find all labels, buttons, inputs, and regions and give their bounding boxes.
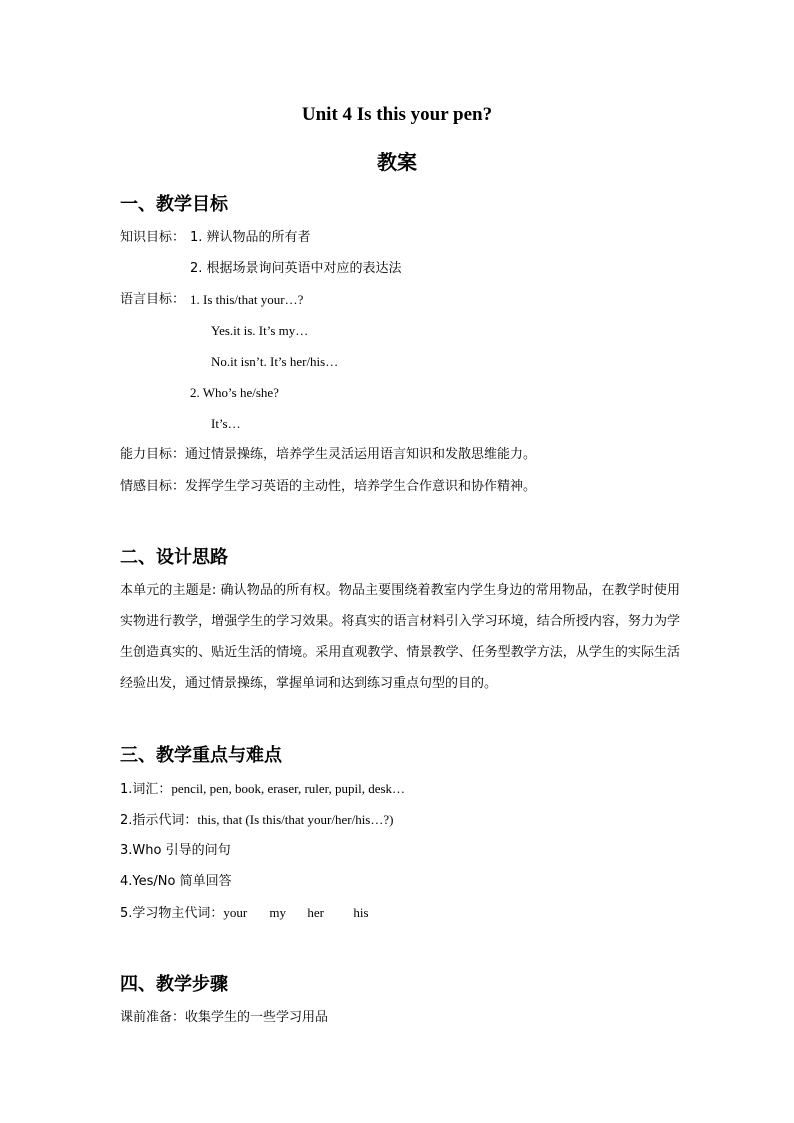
knowledge-label: 知识目标： xyxy=(120,230,186,245)
pronoun-his: his xyxy=(353,905,369,920)
language-goal-1: 1. Is this/that your…? xyxy=(190,292,304,307)
key-item-4: 4.Yes/No 简单回答 xyxy=(120,874,232,889)
preparation-line: 课前准备：收集学生的一些学习用品 xyxy=(120,1010,329,1025)
emotion-goal: 情感目标：发挥学生学习英语的主动性，培养学生合作意识和协作精神。 xyxy=(120,479,537,494)
language-label: 语言目标： xyxy=(120,292,186,307)
pronoun-your: your xyxy=(223,905,248,920)
key-item-2-text: this, that (Is this/that your/her/his…?) xyxy=(197,812,394,827)
document-subtitle: 教案 xyxy=(377,150,417,174)
key-item-1-text: pencil, pen, book, eraser, ruler, pupil, desk… xyxy=(171,781,406,796)
pronoun-my: my xyxy=(269,905,287,920)
language-goal-1-yes: Yes.it is. It’s my… xyxy=(211,323,309,338)
key-item-2 xyxy=(120,812,393,829)
key-item-5-label: 5.学习物主代词： xyxy=(120,906,224,921)
key-item-1 xyxy=(120,781,405,798)
language-goal-2-answer: It’s… xyxy=(211,416,241,431)
knowledge-goal-2: 2. 根据场景询问英语中对应的表达法 xyxy=(190,261,402,276)
section-2-heading: 二、设计思路 xyxy=(120,547,228,568)
pronoun-her: her xyxy=(307,905,325,920)
section-3-heading: 三、教学重点与难点 xyxy=(120,745,282,766)
ability-goal: 能力目标：通过情景操练，培养学生灵活运用语言知识和发散思维能力。 xyxy=(120,447,537,462)
key-item-3: 3.Who 引导的问句 xyxy=(120,843,231,858)
document-title: Unit 4 Is this your pen? xyxy=(301,104,493,125)
section-1-heading: 一、教学目标 xyxy=(120,194,228,215)
key-item-2-label: 2.指示代词： xyxy=(120,813,198,828)
knowledge-goal-1: 1. 辨认物品的所有者 xyxy=(190,230,311,245)
design-paragraph: 本单元的主题是: 确认物品的所有权。物品主要围绕着教室内学生身边的常用物品，在教学时使用实物进行教学，增强学生的学习效果。将真实的语言材料引入学习环境，结合所授内容，努力为学生创造真实的、贴近生活的情境。采用直观教学、情景教学、任务型教学方法，从学生的实际生活经验出发，通过情景操练，掌握单词和达到练习重点句型的目的。 xyxy=(120,583,680,691)
language-goal-2: 2. Who’s he/she? xyxy=(190,385,279,400)
key-item-1-label: 1.词汇： xyxy=(120,782,172,797)
key-item-5 xyxy=(120,905,369,922)
section-4-heading: 四、教学步骤 xyxy=(120,974,228,995)
language-goal-1-no: No.it isn’t. It’s her/his… xyxy=(211,354,339,369)
